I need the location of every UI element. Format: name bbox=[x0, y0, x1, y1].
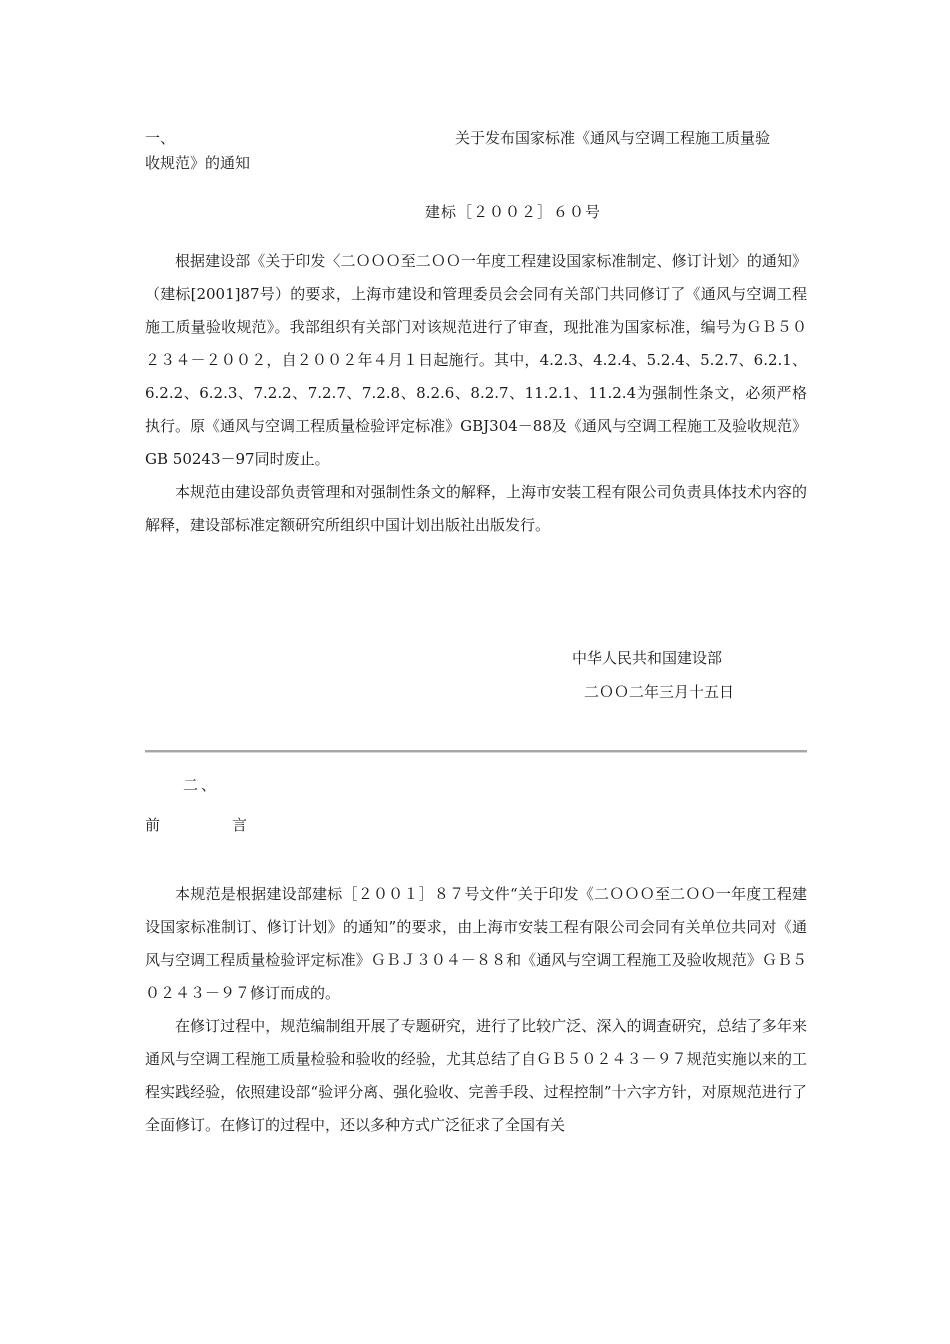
preface-paragraph: 在修订过程中，规范编制组开展了专题研究，进行了比较广泛、深入的调查研究，总结了多年来通风与空调工程施工质量检验和验收的经验，尤其总结了自ＧＢ５０２４３－９７规范实施以来的工程实践经验，依照建设部“验评分离、强化验收、完善手段、过程控制”十六字方针，对原规范进行了全面修订。在修订的过程中，还以多种方式广泛征求了全国有关 bbox=[145, 1017, 807, 1134]
notice-paragraph: 根据建设部《关于印发〈二ＯＯＯ至二ＯＯ一年度工程建设国家标准制定、修订计划〉的通知》（建标[2001]87号）的要求，上海市建设和管理委员会会同有关部门共同修订了《通风与空调工程施工质量验收规范》。我部组织有关部门对该规范进行了审查，现批准为国家标准，编号为ＧＢ５０２３４－２００２，自２００２年４月１日起施行。其中，4.2.3、4.2.4、5.2.4、5.2.7、6.2.1、6.2.2、6.2.3、7.2.2、7.2.7、7.2.8、8.2.6、8.2.7、11.2.1、11.2.4为强制性条文，必须严格执行。原《通风与空调工程质量检验评定标准》GBJ304－88及《通风与空调工程施工及验收规范》GB 50243－97同时废止。 bbox=[145, 252, 807, 468]
section-2-number: 二、 bbox=[183, 776, 220, 794]
preface-paragraph: 本规范是根据建设部建标［２００１］８７号文件“关于印发《二ＯＯＯ至二ＯＯ一年度工程建设国家标准制订、修订计划》的通知”的要求，由上海市安装工程有限公司会同有关单位共同对《通风与空调工程质量检验评定标准》ＧＢＪ３０４－８８和《通风与空调工程施工及验收规范》ＧＢ５０２４３－９７修订而成的。 bbox=[145, 885, 807, 1002]
notice-paragraph: 本规范由建设部负责管理和对强制性条文的解释，上海市安装工程有限公司负责具体技术内容的解释，建设部标准定额研究所组织中国计划出版社出版发行。 bbox=[145, 483, 807, 534]
preface-body bbox=[145, 878, 807, 1142]
signature-date: 二ＯＯ二年三月十五日 bbox=[584, 683, 735, 701]
preface-heading-right: 言 bbox=[232, 816, 248, 834]
notice-title-line2: 收规范》的通知 bbox=[145, 154, 251, 172]
notice-title-line1: 关于发布国家标准《通风与空调工程施工质量验 bbox=[455, 129, 771, 147]
notice-body bbox=[145, 245, 807, 542]
preface-heading-left: 前 bbox=[145, 816, 161, 834]
document-number: 建标［２００２］６０号 bbox=[425, 203, 602, 221]
section-divider bbox=[145, 750, 807, 753]
section-1-number: 一、 bbox=[145, 129, 176, 147]
signature-organization: 中华人民共和国建设部 bbox=[572, 649, 723, 667]
